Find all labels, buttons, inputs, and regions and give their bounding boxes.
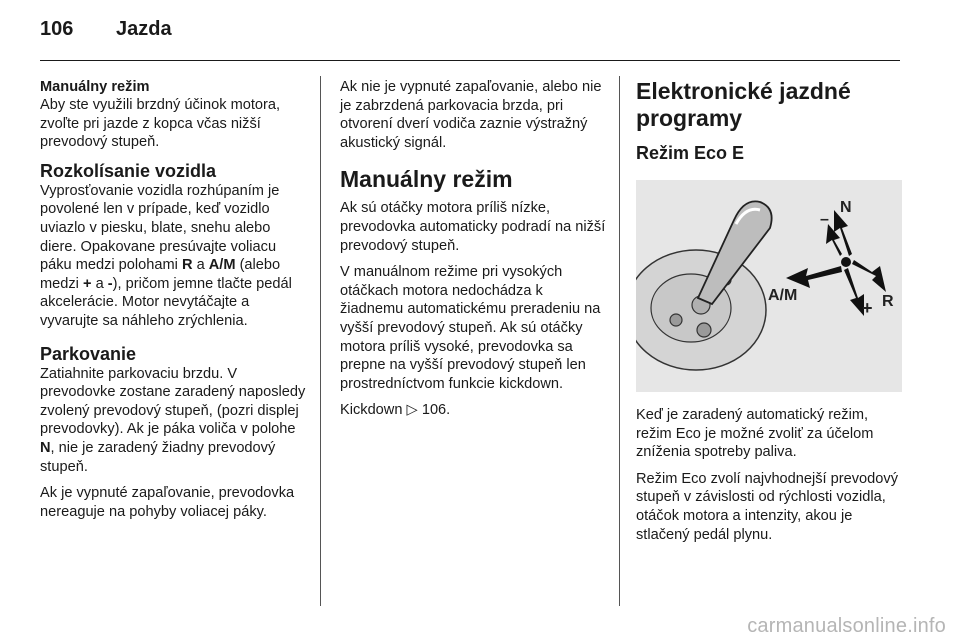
page-reference-icon: ▷ <box>406 402 418 419</box>
svg-text:R: R <box>882 293 894 310</box>
svg-text:A/M: A/M <box>768 287 798 304</box>
section-title: Manuálny režim <box>340 166 513 193</box>
header-rule <box>40 60 900 61</box>
svg-text:N: N <box>840 199 852 216</box>
gear-selector-illustration <box>636 180 902 392</box>
section-title: Rozkolísanie vozidla <box>40 160 217 181</box>
column-2 <box>340 78 608 428</box>
paragraph: Režim Eco zvolí najvhodnejší prevodový stupeň v závislosti od rýchlosti vozidla, otáčok motora a intenzity, akou je stlačený pedál plynu. <box>636 470 899 543</box>
watermark-logo: carmanualsonline.info <box>747 615 946 637</box>
svg-text:+: + <box>862 298 873 318</box>
gear-lever-icon <box>636 180 902 392</box>
paragraph: Ak nie je vypnuté zapaľovanie, alebo nie je zabrzdená parkovacia brzda, pri otvorení dverí vodiča zaznie výstražný akustický signál. <box>340 79 602 151</box>
section-title: Elektronické jazdné programy <box>636 78 851 131</box>
column-divider <box>619 76 620 606</box>
paragraph: Ak sú otáčky motora príliš nízke, prevodovka automaticky podradí na nižší prevodový stupeň. <box>340 200 606 254</box>
svg-text:–: – <box>820 211 829 228</box>
paragraph: Vyprosťovanie vozidla rozhúpaním je povolené len v prípade, keď vozidlo uviazlo v piesku, blate, snehu alebo diere. Opakovane presúvajte voliacu páku medzi polohami R a A/M (alebo medzi + a -), pričom jemne tlačte pedál akcelerácie. Motor nevytáčajte a vyvarujte sa náhleho zrýchlenia. <box>40 182 292 329</box>
page-header <box>40 18 172 48</box>
section-title: Manuálny režim <box>40 79 150 95</box>
section-title: Parkovanie <box>40 343 137 364</box>
paragraph: V manuálnom režime pri vysokých otáčkach motora nedochádza k žiadnemu automatickému preradeniu na vyšší prevodový stupeň. Ak sú otáčky motora príliš vysoké, prevodovka sa prepne na vyšší prevodový stupeň len prostredníctvom funkcie kickdown. <box>340 264 601 392</box>
chapter-title: Jazda <box>116 18 172 40</box>
column-1 <box>40 78 310 529</box>
paragraph: Aby ste využili brzdný účinok motora, zvoľte pri jazde z kopca včas nižší prevodový stupeň. <box>40 97 281 151</box>
column-3 <box>636 78 904 552</box>
paragraph: Keď je zaradený automatický režim, režim Eco je možné zvoliť za účelom zníženia spotreby paliva. <box>636 407 874 461</box>
paragraph: Ak je vypnuté zapaľovanie, prevodovka nereaguje na pohyby voliacej páky. <box>40 485 295 520</box>
page-number: 106 <box>40 18 74 40</box>
column-divider <box>320 76 321 606</box>
cross-reference: Kickdown ▷ 106. <box>340 402 451 419</box>
paragraph: Zatiahnite parkovaciu brzdu. V prevodovke zostane zaradený naposledy zvolený prevodový stupeň, (pozri displej prevodovky). Ak je páka voliča v polohe N, nie je zaradený žiadny prevodový stupeň. <box>40 365 306 475</box>
subsection-title: Režim Eco E <box>636 143 745 163</box>
